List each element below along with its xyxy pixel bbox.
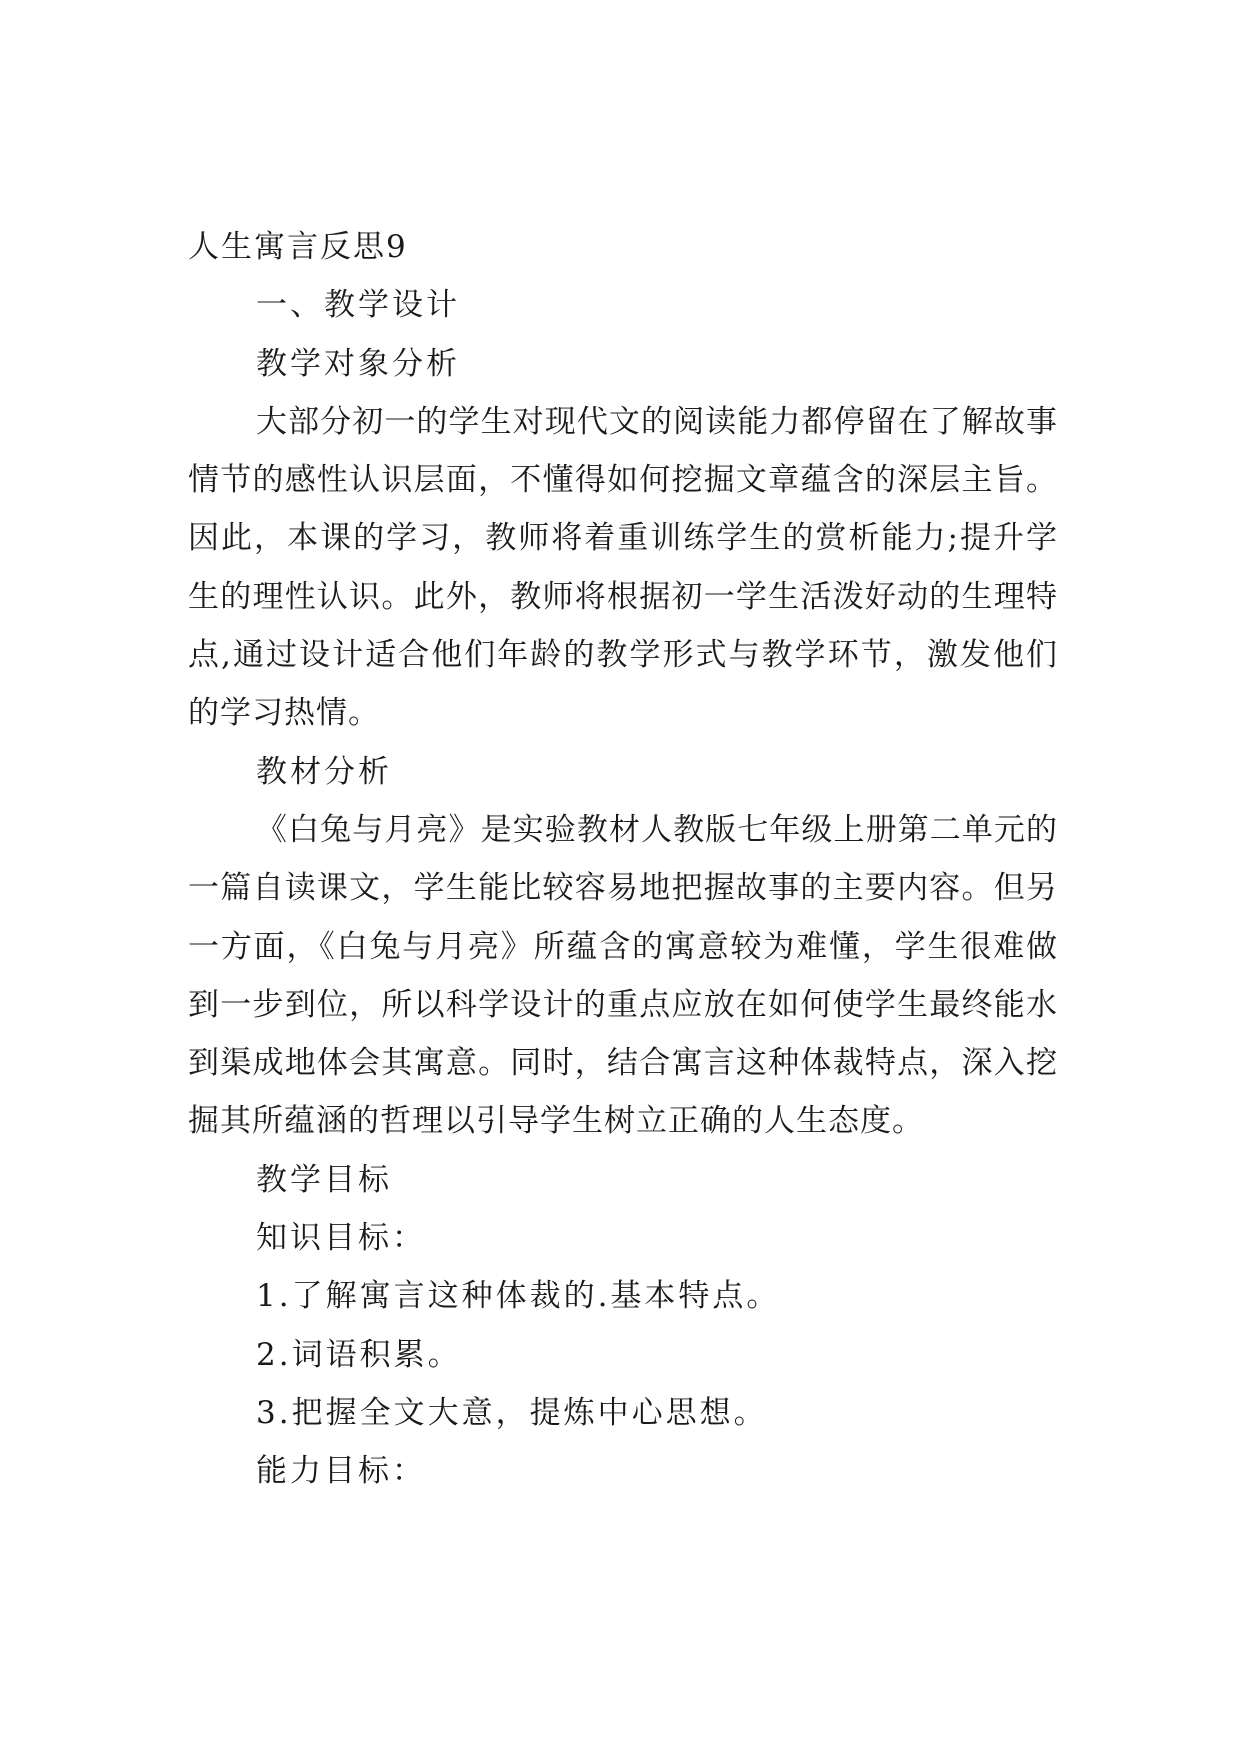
subsection-teaching-goals: 教学目标 — [256, 1161, 392, 1198]
list-item: 1.了解寓言这种体裁的.基本特点。 — [256, 1278, 781, 1315]
knowledge-goals-label: 知识目标： — [256, 1220, 426, 1257]
list-item: 2.词语积累。 — [256, 1336, 462, 1373]
subsection-material-analysis: 教材分析 — [256, 753, 392, 790]
material-analysis-paragraph: 《白兔与月亮》是实验教材人教版七年级上册第二单元的一篇自读课文，学生能比较容易地把握故事的主要内容。但另一方面，《白兔与月亮》所蕴含的寓意较为难懂，学生很难做到一步到位，所以科学设计的重点应放在如何使学生最终能水到渠成地体会其寓意。同时，结合寓言这种体裁特点，深入挖掘其所蕴涵的哲理以引导学生树立正确的人生态度。 — [188, 811, 1058, 1140]
document-page — [188, 218, 1058, 1501]
subsection-learner-analysis: 教学对象分析 — [256, 345, 460, 382]
document-title: 人生寓言反思9 — [188, 229, 408, 265]
learner-analysis-paragraph: 大部分初一的学生对现代文的阅读能力都停留在了解故事情节的感性认识层面，不懂得如何挖掘文章蕴含的深层主旨。因此，本课的学习，教师将着重训练学生的赏析能力;提升学生的理性认识。此外，教师将根据初一学生活泼好动的生理特点,通过设计适合他们年龄的教学形式与教学环节，激发他们的学习热情。 — [188, 403, 1058, 732]
list-item: 3.把握全文大意，提炼中心思想。 — [256, 1394, 768, 1431]
section-heading: 一、教学设计 — [256, 287, 460, 324]
ability-goals-label: 能力目标： — [256, 1453, 426, 1490]
